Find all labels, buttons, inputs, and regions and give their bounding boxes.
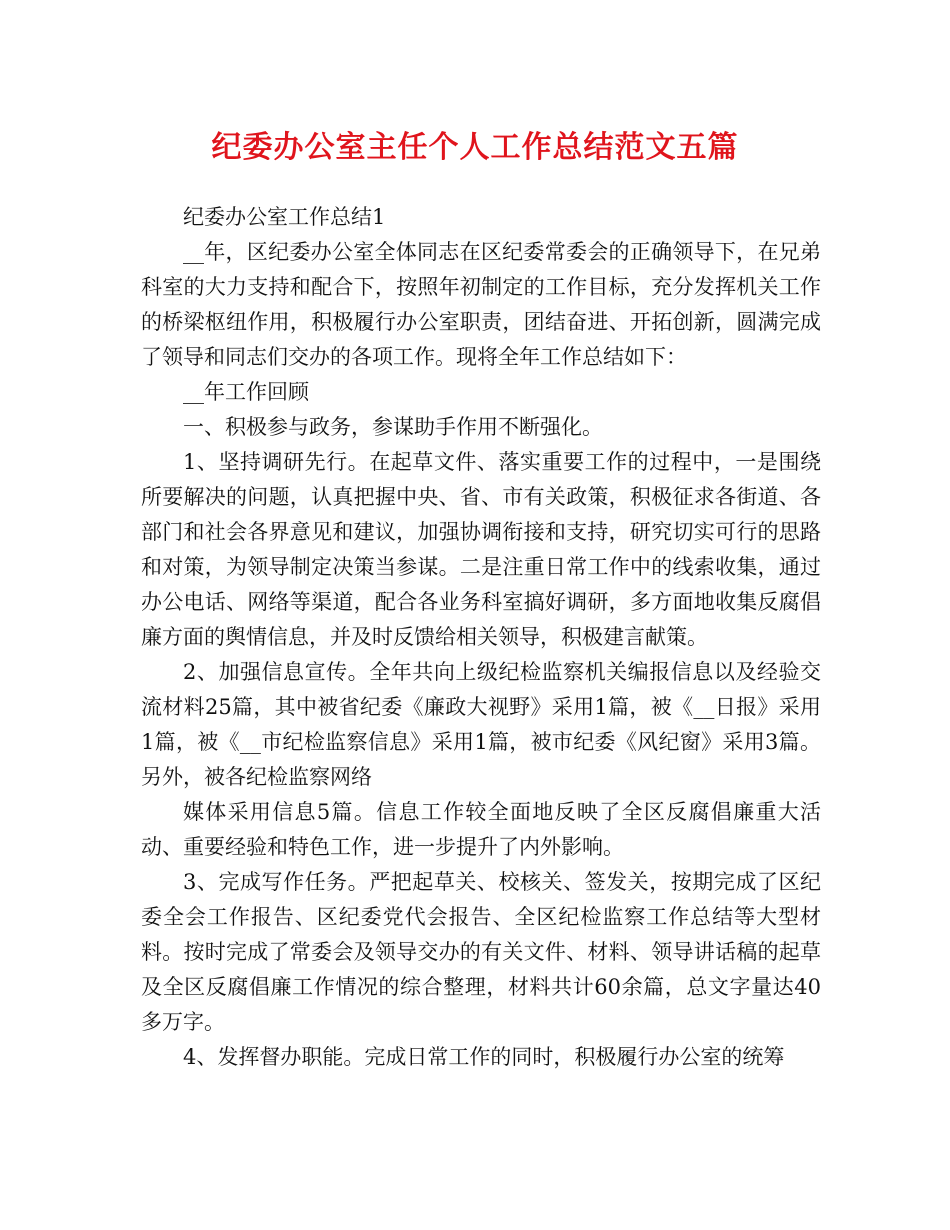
paragraph: 1、坚持调研先行。在起草文件、落实重要工作的过程中，一是围绕所要解决的问题，认真把握中央、省、市有关政策，积极征求各街道、各部门和社会各界意见和建议，加强协调衔接和支持，研究切实可行的思路和对策，为领导制定决策当参谋。二是注重日常工作中的线索收集，通过办公电话、网络等渠道，配合各业务科室搞好调研，多方面地收集反腐倡廉方面的舆情信息，并及时反馈给相关领导，积极建言献策。 <box>141 450 821 649</box>
document-body <box>141 200 821 1075</box>
paragraph: 媒体采用信息5篇。信息工作较全面地反映了全区反腐倡廉重大活动、重要经验和特色工作，进一步提升了内外影响。 <box>141 800 821 859</box>
section-heading: __年工作回顾 <box>183 380 309 404</box>
section-heading: 一、积极参与政务，参谋助手作用不断强化。 <box>183 415 603 439</box>
document-title: 纪委办公室主任个人工作总结范文五篇 <box>211 130 739 165</box>
section-heading: 纪委办公室工作总结1 <box>183 205 386 229</box>
paragraph: 4、发挥督办职能。完成日常工作的同时，积极履行办公室的统筹 <box>183 1045 785 1069</box>
paragraph: 3、完成写作任务。严把起草关、校核关、签发关，按期完成了区纪委全会工作报告、区纪委党代会报告、全区纪检监察工作总结等大型材料。按时完成了常委会及领导交办的有关文件、材料、领导讲话稿的起草及全区反腐倡廉工作情况的综合整理，材料共计60余篇，总文字量达40多万字。 <box>141 870 821 1034</box>
paragraph: 2、加强信息宣传。全年共向上级纪检监察机关编报信息以及经验交流材料25篇，其中被省纪委《廉政大视野》采用1篇，被《__日报》采用1篇，被《__市纪检监察信息》采用1篇，被市纪委《风纪窗》采用3篇。另外，被各纪检监察网络 <box>141 660 821 789</box>
paragraph: __年，区纪委办公室全体同志在区纪委常委会的正确领导下，在兄弟科室的大力支持和配合下，按照年初制定的工作目标，充分发挥机关工作的桥梁枢纽作用，积极履行办公室职责，团结奋进、开拓创新，圆满完成了领导和同志们交办的各项工作。现将全年工作总结如下： <box>141 240 821 369</box>
